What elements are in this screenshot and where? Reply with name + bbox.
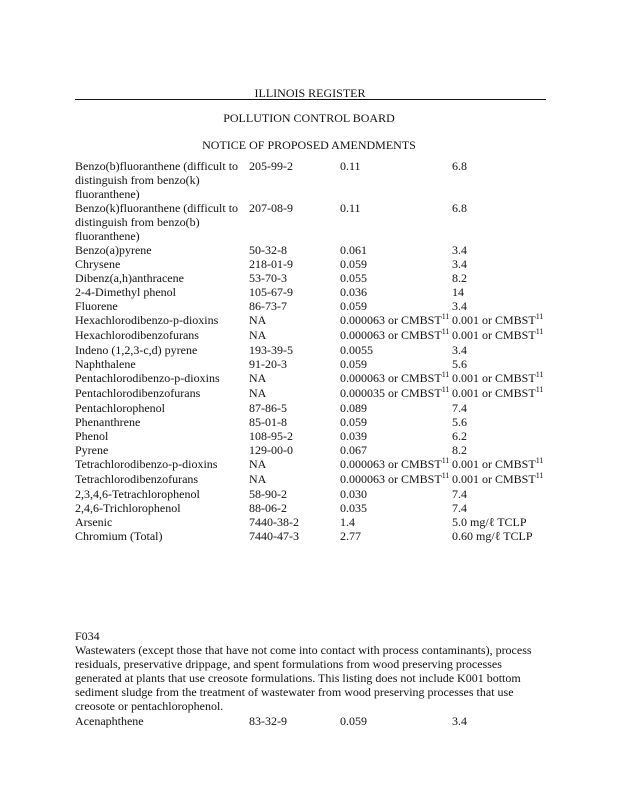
wastewater-standard (340, 299, 452, 313)
cas-number (249, 429, 340, 443)
constituent-name-text: 2-4-Dimethyl phenol (75, 285, 176, 299)
wastewater-standard-text: 0.055 (340, 271, 367, 285)
wastewater-standard-text: 0.000063 or CMBST (340, 328, 442, 342)
footnote-ref: 11 (441, 312, 450, 321)
waste-code: F034 (75, 629, 100, 643)
table-row (75, 401, 572, 415)
cas-number (249, 487, 340, 501)
constituent-name (75, 371, 249, 386)
table-row (75, 501, 572, 515)
cas-number-text: NA (249, 328, 267, 342)
table-row (75, 243, 572, 257)
constituent-name-text: Pentachlorodibenzo-p-dioxins (75, 371, 220, 385)
cas-number (249, 457, 340, 472)
cas-number (249, 357, 340, 371)
footnote-ref: 11 (535, 327, 544, 336)
table-row (75, 472, 572, 487)
constituent-name (75, 357, 249, 371)
cas-number-text: NA (249, 371, 267, 385)
wastewater-standard (340, 501, 452, 515)
wastewater-standard (340, 257, 452, 271)
nonwastewater-standard (452, 243, 572, 257)
table-row (75, 457, 572, 472)
cas-number (249, 443, 340, 457)
constituent-name-text: Fluorene (75, 299, 118, 313)
wastewater-standard (340, 443, 452, 457)
table-row (75, 443, 572, 457)
constituent-name-text: Pyrene (75, 443, 109, 457)
nonwastewater-standard: 3.4 (452, 714, 467, 728)
footnote-ref: 11 (535, 312, 544, 321)
nonwastewater-standard-text: 6.8 (452, 159, 467, 173)
wastewater-standard (340, 271, 452, 285)
nonwastewater-standard-text: 0.001 or CMBST (452, 386, 536, 400)
nonwastewater-standard-text: 6.2 (452, 429, 467, 443)
nonwastewater-standard (452, 429, 572, 443)
nonwastewater-standard-text: 3.4 (452, 299, 467, 313)
nonwastewater-standard (452, 159, 572, 201)
cas-number-text: 105-67-9 (249, 285, 293, 299)
table-row (75, 285, 572, 299)
wastewater-standard-text: 0.11 (340, 201, 361, 215)
constituent-table (75, 159, 572, 543)
constituent-name-text: Hexachlorodibenzo-p-dioxins (75, 313, 219, 327)
footnote-ref: 11 (441, 370, 450, 379)
wastewater-standard (340, 357, 452, 371)
constituent-name-text: Tetrachlorodibenzofurans (75, 472, 199, 486)
table-row (75, 515, 572, 529)
constituent-name (75, 515, 249, 529)
table-row (75, 328, 572, 343)
table-row (75, 357, 572, 371)
cas-number (249, 529, 340, 543)
nonwastewater-standard (452, 529, 572, 543)
cas-number-text: 88-06-2 (249, 501, 287, 515)
constituent-name (75, 529, 249, 543)
nonwastewater-standard (452, 487, 572, 501)
nonwastewater-standard (452, 515, 572, 529)
nonwastewater-standard-text: 5.6 (452, 415, 467, 429)
cas-number (249, 343, 340, 357)
constituent-name-text: Tetrachlorodibenzo-p-dioxins (75, 457, 218, 471)
constituent-name-text: Arsenic (75, 515, 113, 529)
wastewater-standard (340, 401, 452, 415)
cas-number (249, 371, 340, 386)
constituent-name (75, 487, 249, 501)
cas-number-text: 91-20-3 (249, 357, 287, 371)
wastewater-standard-text: 0.000035 or CMBST (340, 386, 442, 400)
constituent-name (75, 201, 249, 243)
register-title: ILLINOIS REGISTER (254, 86, 366, 100)
constituent-name-text: Pentachlorophenol (75, 401, 165, 415)
wastewater-standard (340, 487, 452, 501)
footnote-ref: 11 (441, 385, 450, 394)
nonwastewater-standard (452, 271, 572, 285)
nonwastewater-standard (452, 313, 572, 328)
cas-number: 83-32-9 (249, 714, 287, 728)
cas-number-text: 193-39-5 (249, 343, 293, 357)
footnote-ref: 11 (535, 456, 544, 465)
cas-number-text: 53-70-3 (249, 271, 287, 285)
nonwastewater-standard-text: 5.6 (452, 357, 467, 371)
cas-number (249, 159, 340, 201)
cas-number-text: NA (249, 386, 267, 400)
constituent-name (75, 415, 249, 429)
cas-number-text: 218-01-9 (249, 257, 293, 271)
cas-number (249, 201, 340, 243)
cas-number-text: NA (249, 313, 267, 327)
wastewater-standard (340, 457, 452, 472)
constituent-name-text: 2,4,6-Trichlorophenol (75, 501, 181, 515)
constituent-name-text: Dibenz(a,h)anthracene (75, 271, 184, 285)
nonwastewater-standard (452, 472, 572, 487)
nonwastewater-standard (452, 285, 572, 299)
nonwastewater-standard-text: 8.2 (452, 271, 467, 285)
wastewater-standard-text: 0.030 (340, 487, 367, 501)
constituent-name (75, 501, 249, 515)
cas-number-text: 87-86-5 (249, 401, 287, 415)
wastewater-standard-text: 2.77 (340, 529, 361, 543)
cas-number-text: 7440-38-2 (249, 515, 299, 529)
nonwastewater-standard (452, 257, 572, 271)
nonwastewater-standard-text: 3.4 (452, 257, 467, 271)
table-row (75, 313, 572, 328)
constituent-name-text: Pentachlorodibenzofurans (75, 386, 201, 400)
table-row (75, 299, 572, 313)
footnote-ref: 11 (441, 327, 450, 336)
nonwastewater-standard-text: 0.001 or CMBST (452, 472, 536, 486)
table-row (75, 257, 572, 271)
wastewater-standard: 0.059 (340, 714, 367, 728)
cas-number-text: 86-73-7 (249, 299, 287, 313)
wastewater-standard-text: 0.089 (340, 401, 367, 415)
constituent-name (75, 271, 249, 285)
nonwastewater-standard (452, 343, 572, 357)
constituent-name (75, 285, 249, 299)
table-row (75, 371, 572, 386)
nonwastewater-standard (452, 457, 572, 472)
wastewater-standard-text: 0.11 (340, 159, 361, 173)
nonwastewater-standard-text: 7.4 (452, 487, 467, 501)
constituent-name (75, 386, 249, 401)
constituent-name: Acenaphthene (75, 714, 144, 728)
wastewater-standard (340, 429, 452, 443)
table-row (75, 714, 572, 728)
nonwastewater-standard-text: 7.4 (452, 501, 467, 515)
constituent-name (75, 159, 249, 201)
table-row (75, 271, 572, 285)
constituent-name-text: 2,3,4,6-Tetrachlorophenol (75, 487, 200, 501)
constituent-name (75, 472, 249, 487)
cas-number (249, 515, 340, 529)
wastewater-standard (340, 472, 452, 487)
wastewater-standard (340, 343, 452, 357)
wastewater-standard (340, 313, 452, 328)
cas-number (249, 257, 340, 271)
waste-description: Wastewaters (except those that have not come into contact with process contaminants), process residuals, preservative drippage, and spent formulations from wood preserving processes generated at plants that use creosote formulations. This listing does not include K001 bottom sediment sludge from the treatment of wastewater from wood preserving processes that use creosote or pentachlorophenol. (75, 643, 532, 713)
table-row (75, 386, 572, 401)
f034-table (75, 714, 572, 728)
cas-number-text: 205-99-2 (249, 159, 293, 173)
cas-number-text: NA (249, 472, 267, 486)
header-rule (75, 99, 546, 100)
constituent-name (75, 343, 249, 357)
table-row (75, 429, 572, 443)
constituent-name-text: Naphthalene (75, 357, 136, 371)
constituent-name-text: Hexachlorodibenzofurans (75, 328, 199, 342)
table-row (75, 343, 572, 357)
wastewater-standard (340, 386, 452, 401)
nonwastewater-standard (452, 415, 572, 429)
wastewater-standard-text: 0.000063 or CMBST (340, 371, 442, 385)
nonwastewater-standard (452, 501, 572, 515)
cas-number-text: 50-32-8 (249, 243, 287, 257)
constituent-name-text: Phenanthrene (75, 415, 141, 429)
wastewater-standard (340, 515, 452, 529)
wastewater-standard-text: 0.061 (340, 243, 367, 257)
wastewater-standard (340, 285, 452, 299)
constituent-name-text: Phenol (75, 429, 109, 443)
cas-number (249, 386, 340, 401)
constituent-name-text: Benzo(b)fluoranthene (difficult to distinguish from benzo(k) fluoranthene) (75, 159, 239, 201)
wastewater-standard-text: 0.059 (340, 357, 367, 371)
nonwastewater-standard-text: 0.001 or CMBST (452, 457, 536, 471)
wastewater-standard (340, 529, 452, 543)
cas-number-text: 58-90-2 (249, 487, 287, 501)
nonwastewater-standard (452, 328, 572, 343)
nonwastewater-standard-text: 0.60 mg/ℓ TCLP (452, 529, 533, 543)
wastewater-standard-text: 0.000063 or CMBST (340, 472, 442, 486)
table-row (75, 159, 572, 201)
footnote-ref: 11 (441, 456, 450, 465)
cas-number (249, 328, 340, 343)
cas-number (249, 271, 340, 285)
nonwastewater-standard-text: 5.0 mg/ℓ TCLP (452, 515, 527, 529)
footnote-ref: 11 (441, 471, 450, 480)
footnote-ref: 11 (535, 385, 544, 394)
constituent-name (75, 313, 249, 328)
nonwastewater-standard (452, 201, 572, 243)
wastewater-standard-text: 0.059 (340, 415, 367, 429)
nonwastewater-standard-text: 8.2 (452, 443, 467, 457)
wastewater-standard (340, 371, 452, 386)
notice-title: NOTICE OF PROPOSED AMENDMENTS (202, 138, 416, 152)
nonwastewater-standard-text: 7.4 (452, 401, 467, 415)
table-row (75, 487, 572, 501)
constituent-name-text: Chrysene (75, 257, 121, 271)
wastewater-standard (340, 201, 452, 243)
wastewater-standard-text: 0.0055 (340, 343, 373, 357)
nonwastewater-standard-text: 0.001 or CMBST (452, 328, 536, 342)
board-title: POLLUTION CONTROL BOARD (223, 111, 395, 125)
cas-number-text: NA (249, 457, 267, 471)
nonwastewater-standard (452, 386, 572, 401)
cas-number (249, 313, 340, 328)
constituent-name-text: Benzo(a)pyrene (75, 243, 152, 257)
constituent-name (75, 429, 249, 443)
nonwastewater-standard-text: 6.8 (452, 201, 467, 215)
wastewater-standard-text: 0.039 (340, 429, 367, 443)
constituent-name (75, 328, 249, 343)
nonwastewater-standard-text: 0.001 or CMBST (452, 371, 536, 385)
footnote-ref: 11 (535, 471, 544, 480)
table-row (75, 415, 572, 429)
table-row (75, 201, 572, 243)
cas-number (249, 472, 340, 487)
wastewater-standard-text: 0.000063 or CMBST (340, 457, 442, 471)
constituent-name-text: Indeno (1,2,3-c,d) pyrene (75, 343, 198, 357)
cas-number (249, 285, 340, 299)
wastewater-standard (340, 328, 452, 343)
cas-number (249, 401, 340, 415)
nonwastewater-standard (452, 401, 572, 415)
cas-number-text: 108-95-2 (249, 429, 293, 443)
wastewater-standard (340, 243, 452, 257)
footnote-ref: 11 (535, 370, 544, 379)
nonwastewater-standard-text: 3.4 (452, 343, 467, 357)
wastewater-standard (340, 159, 452, 201)
cas-number-text: 85-01-8 (249, 415, 287, 429)
nonwastewater-standard (452, 357, 572, 371)
cas-number (249, 415, 340, 429)
nonwastewater-standard (452, 371, 572, 386)
cas-number-text: 207-08-9 (249, 201, 293, 215)
constituent-name (75, 443, 249, 457)
wastewater-standard-text: 0.059 (340, 257, 367, 271)
cas-number (249, 299, 340, 313)
wastewater-standard-text: 0.036 (340, 285, 367, 299)
constituent-name (75, 457, 249, 472)
wastewater-standard (340, 415, 452, 429)
nonwastewater-standard (452, 443, 572, 457)
constituent-name-text: Benzo(k)fluoranthene (difficult to distinguish from benzo(b) fluoranthene) (75, 201, 239, 243)
nonwastewater-standard-text: 14 (452, 285, 464, 299)
nonwastewater-standard-text: 0.001 or CMBST (452, 313, 536, 327)
constituent-name (75, 243, 249, 257)
constituent-name (75, 257, 249, 271)
nonwastewater-standard-text: 3.4 (452, 243, 467, 257)
wastewater-standard-text: 0.067 (340, 443, 367, 457)
cas-number-text: 129-00-0 (249, 443, 293, 457)
table-row (75, 529, 572, 543)
wastewater-standard-text: 0.059 (340, 299, 367, 313)
nonwastewater-standard (452, 299, 572, 313)
wastewater-standard-text: 1.4 (340, 515, 355, 529)
constituent-name-text: Chromium (Total) (75, 529, 163, 543)
cas-number (249, 243, 340, 257)
wastewater-standard-text: 0.035 (340, 501, 367, 515)
constituent-name (75, 299, 249, 313)
constituent-name (75, 401, 249, 415)
wastewater-standard-text: 0.000063 or CMBST (340, 313, 442, 327)
cas-number (249, 501, 340, 515)
cas-number-text: 7440-47-3 (249, 529, 299, 543)
